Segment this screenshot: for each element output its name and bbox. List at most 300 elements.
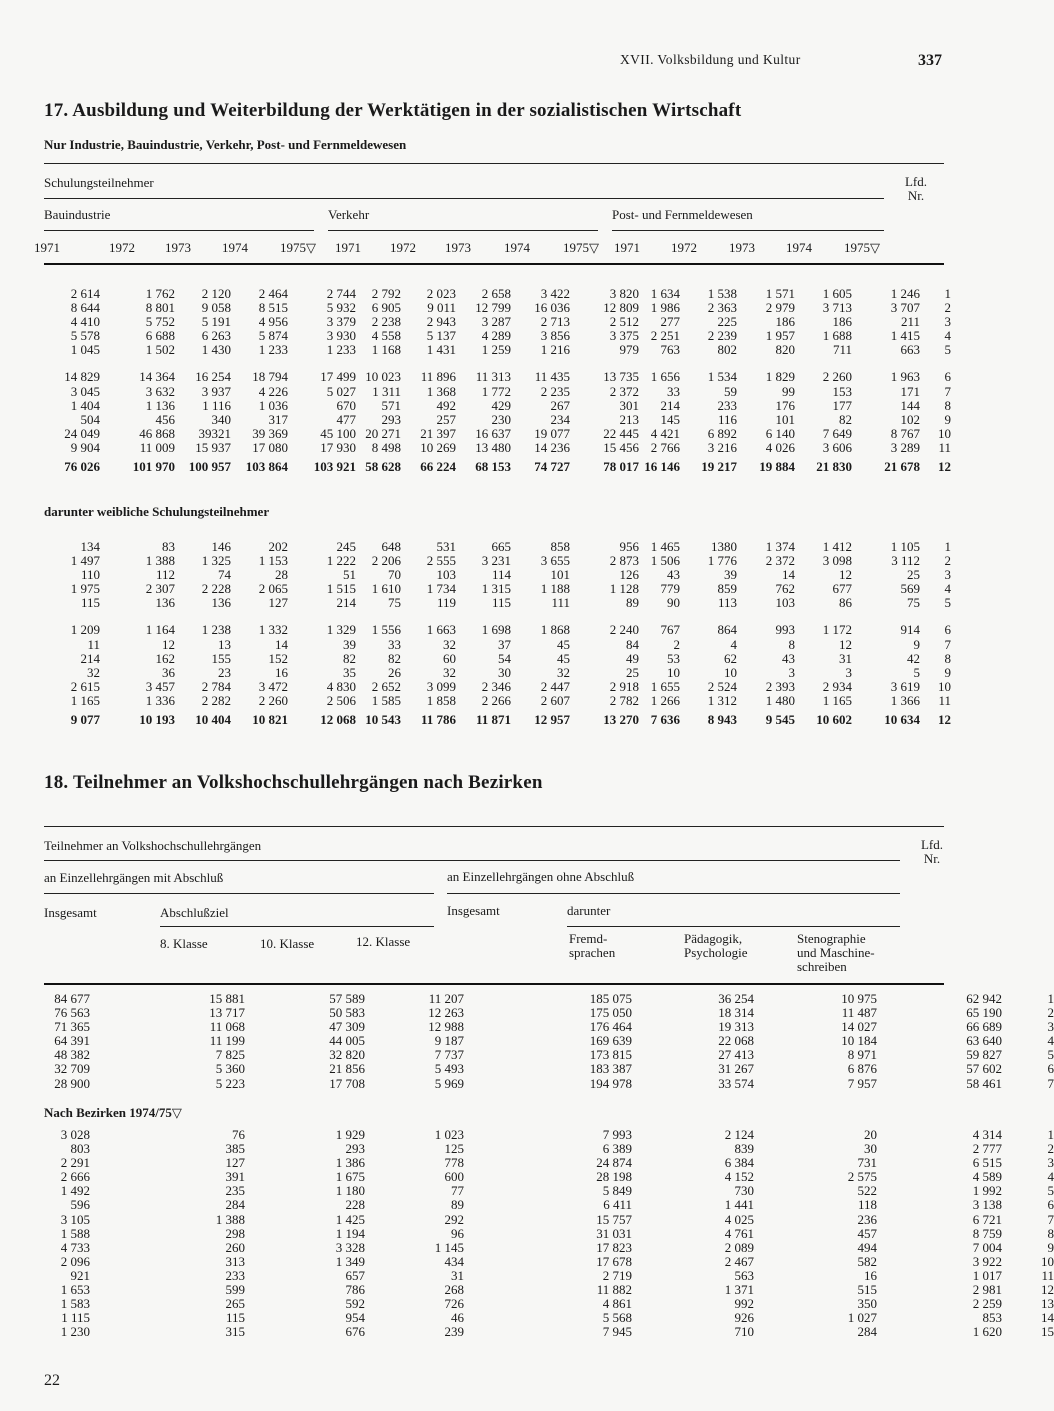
district-row: [40, 1142, 1054, 1156]
table-cell: 6 140: [765, 425, 795, 441]
year-header: 1971: [34, 240, 60, 255]
table-cell: 260: [225, 1239, 245, 1255]
table-cell: 2: [673, 636, 680, 652]
table-cell: 293: [345, 1141, 365, 1157]
table-cell: 979: [619, 342, 639, 358]
row-number: 15: [1041, 1324, 1054, 1340]
row-number: 3: [944, 567, 951, 583]
table18-top-label-rule: [44, 860, 900, 861]
table-cell: 225: [717, 314, 737, 330]
table-cell: 1 412: [822, 539, 852, 554]
table-cell: 914: [900, 622, 920, 638]
table-cell: 14 027: [841, 1019, 877, 1035]
table-cell: 779: [660, 581, 680, 597]
table-cell: 101: [775, 411, 795, 427]
table-cell: 2 744: [326, 286, 356, 301]
table-cell: 27 413: [718, 1047, 754, 1063]
table-cell: 6 411: [603, 1197, 632, 1213]
table-cell: 1 506: [650, 553, 680, 569]
table-cell: 3 457: [145, 678, 175, 694]
table-cell: 16: [864, 1267, 877, 1283]
table-cell: 54: [498, 650, 511, 666]
table-cell: 1 415: [890, 328, 920, 344]
table-cell: 10 634: [884, 712, 920, 728]
table-cell: 1 336: [145, 692, 175, 708]
table-cell: 127: [268, 595, 288, 611]
table-cell: 14: [275, 636, 288, 652]
table-cell: 13: [218, 636, 231, 652]
table-cell: 103: [436, 567, 456, 583]
table-row: [40, 582, 951, 596]
table-cell: 115: [491, 595, 511, 611]
table-cell: 14 236: [534, 439, 570, 455]
table-cell: 786: [345, 1282, 365, 1298]
table-cell: 3 606: [822, 439, 852, 455]
table-cell: 7 825: [215, 1047, 245, 1063]
group-post: Post- und Fernmeldewesen: [612, 207, 753, 222]
group-rule-post: [612, 230, 884, 231]
table-cell: 2 023: [426, 286, 456, 301]
table-cell: 96: [451, 1225, 464, 1241]
table-cell: 921: [70, 1267, 90, 1283]
table-cell: 569: [900, 581, 920, 597]
table-cell: 803: [70, 1141, 90, 1157]
table-cell: 2 777: [972, 1141, 1002, 1157]
table-cell: 3 099: [426, 678, 456, 694]
table-cell: 1380: [711, 539, 737, 554]
table-cell: 47 309: [329, 1019, 365, 1035]
row-number: 11: [938, 439, 951, 455]
table17-participants-label: Schulungsteilnehmer: [44, 175, 154, 190]
table-cell: 45: [557, 636, 570, 652]
table-cell: 7 957: [847, 1075, 877, 1091]
table-cell: 31: [839, 650, 852, 666]
table-cell: 1 762: [145, 286, 175, 301]
table-cell: 3 289: [890, 439, 920, 455]
table-cell: 127: [225, 1155, 245, 1171]
table-row: [40, 1006, 1054, 1020]
table-cell: 670: [336, 397, 356, 413]
table-cell: 1 425: [335, 1211, 365, 1227]
table-cell: 1 534: [707, 369, 737, 385]
table-cell: 24 874: [596, 1155, 632, 1171]
table-cell: 53: [667, 650, 680, 666]
table-cell: 57 589: [329, 991, 365, 1006]
table17-body: [40, 287, 951, 474]
col-stenographie: Stenographie und Maschine- schreiben: [797, 931, 875, 974]
table-cell: 11 068: [209, 1019, 245, 1035]
table-row: [40, 413, 951, 427]
table-cell: 1 332: [258, 622, 288, 638]
table-row: [40, 652, 951, 666]
table-cell: 926: [734, 1310, 754, 1326]
year-header: 1974: [222, 240, 248, 255]
district-row: [40, 1311, 1054, 1325]
table-cell: 74 727: [534, 459, 570, 475]
table-cell: 21 856: [329, 1061, 365, 1077]
table-cell: 45: [557, 650, 570, 666]
row-number: 10: [938, 425, 951, 441]
table-cell: 1 259: [481, 342, 511, 358]
row-number: 8: [944, 650, 951, 666]
table-row: [40, 1062, 1054, 1076]
table-cell: 1 992: [972, 1183, 1002, 1199]
table-cell: 30: [498, 664, 511, 680]
table-cell: 2 346: [481, 678, 511, 694]
table-cell: 113: [717, 595, 737, 611]
table-cell: 28: [275, 567, 288, 583]
table-cell: 2 266: [481, 692, 511, 708]
table-cell: 115: [225, 1310, 245, 1326]
footer-mark: 22: [44, 1372, 60, 1389]
table-cell: 82: [343, 650, 356, 666]
table-cell: 1 368: [426, 383, 456, 399]
table-cell: 3 287: [481, 314, 511, 330]
table-cell: 8: [788, 636, 795, 652]
table-cell: 194 978: [589, 1075, 632, 1091]
table18-title: 18. Teilnehmer an Volkshochschullehrgängen nach Bezirken: [44, 772, 543, 793]
table-cell: 284: [857, 1324, 877, 1340]
table-cell: 31 031: [596, 1225, 632, 1241]
table-cell: 7 993: [602, 1127, 632, 1142]
table-cell: 186: [775, 314, 795, 330]
table-cell: 11 313: [475, 369, 511, 385]
table-cell: 1 136: [145, 397, 175, 413]
table-cell: 1 230: [60, 1324, 90, 1340]
table-cell: 6 721: [972, 1211, 1002, 1227]
table-cell: 648: [381, 539, 401, 554]
table-cell: 434: [444, 1253, 464, 1269]
table-cell: 46 868: [139, 425, 175, 441]
table-cell: 820: [775, 342, 795, 358]
table-cell: 2 235: [540, 383, 570, 399]
row-number: 12: [938, 712, 951, 728]
table-cell: 28 900: [54, 1075, 90, 1091]
table-row: [40, 1077, 1054, 1091]
table-cell: 3: [788, 664, 795, 680]
row-number: 1: [944, 286, 951, 301]
table-cell: 66 689: [966, 1019, 1002, 1035]
table-cell: 11 435: [534, 369, 570, 385]
table-cell: 2 372: [765, 553, 795, 569]
table-cell: 134: [80, 539, 100, 554]
table-cell: 19 313: [718, 1019, 754, 1035]
table-cell: 13 270: [603, 712, 639, 728]
col-abschlussziel: Abschlußziel: [160, 905, 229, 920]
table-cell: 233: [717, 397, 737, 413]
table17-lfd-header: Lfd. Nr.: [904, 174, 928, 203]
table-cell: 2 934: [822, 678, 852, 694]
table-cell: 173 815: [589, 1047, 632, 1063]
table-cell: 763: [660, 342, 680, 358]
table-cell: 22 068: [718, 1033, 754, 1049]
table-cell: 62: [724, 650, 737, 666]
table-cell: 3 713: [822, 300, 852, 316]
table-cell: 864: [717, 622, 737, 638]
table17-header-rule: [44, 263, 944, 265]
table17-female-body: [40, 540, 951, 727]
row-number: 9: [944, 664, 951, 680]
table-cell: 531: [436, 539, 456, 554]
year-header: 1975▽: [563, 240, 599, 255]
row-number: 2: [1047, 1141, 1054, 1157]
table-cell: 2 652: [371, 678, 401, 694]
table-cell: 245: [336, 539, 356, 554]
table-cell: 2 363: [707, 300, 737, 316]
table-cell: 1 963: [890, 369, 920, 385]
table-cell: 1 311: [372, 383, 401, 399]
table-cell: 3 328: [335, 1239, 365, 1255]
table-cell: 315: [225, 1324, 245, 1340]
table-row: [40, 385, 951, 399]
district-row: [40, 1227, 1054, 1241]
table-cell: 16: [275, 664, 288, 680]
table-cell: 35: [343, 664, 356, 680]
table-cell: 1 653: [60, 1282, 90, 1298]
row-number: 6: [1047, 1061, 1054, 1077]
table-cell: 1 116: [202, 397, 231, 413]
table-cell: 32 709: [54, 1061, 90, 1077]
table18-header-rule: [44, 983, 944, 985]
table-cell: 2 615: [70, 678, 100, 694]
table-cell: 2 614: [70, 286, 100, 301]
col-insgesamt-2: Insgesamt: [447, 903, 500, 918]
table-cell: 2 259: [972, 1296, 1002, 1312]
table-cell: 32: [87, 664, 100, 680]
table-cell: 12: [839, 636, 852, 652]
table-row: [40, 992, 1054, 1006]
table-cell: 39: [724, 567, 737, 583]
district-section-label: Nach Bezirken 1974/75▽: [44, 1105, 182, 1120]
table-cell: 2 943: [426, 314, 456, 330]
table-cell: 9 058: [201, 300, 231, 316]
table-cell: 12 957: [534, 712, 570, 728]
group-with-certificate: an Einzellehrgängen mit Abschluß: [44, 870, 224, 885]
table-cell: 1 571: [765, 286, 795, 301]
table17-subtitle: Nur Industrie, Bauindustrie, Verkehr, Post- und Fernmeldewesen: [44, 137, 407, 152]
table-cell: 1 349: [335, 1253, 365, 1269]
table-cell: 6 892: [707, 425, 737, 441]
table-cell: 599: [225, 1282, 245, 1298]
table-row: [40, 315, 951, 329]
table-cell: 6 384: [724, 1155, 754, 1171]
table-cell: 5 027: [326, 383, 356, 399]
group-without-rule: [447, 893, 900, 894]
table-cell: 2 372: [609, 383, 639, 399]
table-cell: 233: [225, 1267, 245, 1283]
table-cell: 1 610: [371, 581, 401, 597]
table-cell: 3 856: [540, 328, 570, 344]
table-cell: 125: [444, 1141, 464, 1157]
table-cell: 8 644: [70, 300, 100, 316]
table-cell: 2 918: [609, 678, 639, 694]
table-cell: 802: [717, 342, 737, 358]
table-cell: 10: [667, 664, 680, 680]
district-row: [40, 1297, 1054, 1311]
table-cell: 155: [211, 650, 231, 666]
table-cell: 2 240: [609, 622, 639, 638]
table-cell: 99: [782, 383, 795, 399]
table-cell: 4 025: [724, 1211, 754, 1227]
table-cell: 32 820: [329, 1047, 365, 1063]
table-cell: 2 239: [707, 328, 737, 344]
table-cell: 1 325: [201, 553, 231, 569]
table-cell: 5 578: [70, 328, 100, 344]
table-cell: 5 932: [326, 300, 356, 316]
table-cell: 5 493: [434, 1061, 464, 1077]
table-cell: 4 289: [481, 328, 511, 344]
table-cell: 6 515: [972, 1155, 1002, 1171]
table-cell: 277: [660, 314, 680, 330]
table-cell: 3 045: [70, 383, 100, 399]
table-cell: 858: [550, 539, 570, 554]
table-row: [40, 554, 951, 568]
table-cell: 1 675: [335, 1169, 365, 1185]
table-cell: 1 441: [724, 1197, 754, 1213]
row-number: 4: [944, 328, 951, 344]
table-cell: 3 632: [145, 383, 175, 399]
table-cell: 3 375: [609, 328, 639, 344]
table-cell: 31: [451, 1267, 464, 1283]
table-cell: 6 905: [371, 300, 401, 316]
table-cell: 657: [345, 1267, 365, 1283]
table-cell: 74: [218, 567, 231, 583]
table-cell: 2 467: [724, 1253, 754, 1269]
table-cell: 292: [444, 1211, 464, 1227]
table-cell: 992: [734, 1296, 754, 1312]
table-cell: 457: [857, 1225, 877, 1241]
table-cell: 7 636: [650, 712, 680, 728]
table-cell: 2 658: [481, 286, 511, 301]
table-cell: 1 929: [335, 1127, 365, 1142]
table-cell: 1 165: [70, 692, 100, 708]
table-cell: 82: [388, 650, 401, 666]
table-cell: 239: [444, 1324, 464, 1340]
table-cell: 15 937: [195, 439, 231, 455]
table-cell: 429: [491, 397, 511, 413]
table-cell: 313: [225, 1253, 245, 1269]
year-header: 1972: [390, 240, 416, 255]
table-cell: 17 678: [596, 1253, 632, 1269]
table-cell: 14 829: [64, 369, 100, 385]
table-cell: 19 217: [701, 459, 737, 475]
table-cell: 12 263: [428, 1005, 464, 1021]
table-cell: 211: [900, 314, 920, 330]
table-cell: 63 640: [966, 1033, 1002, 1049]
table18-top-rule: [44, 826, 944, 827]
row-number: 6: [944, 369, 951, 385]
table-cell: 77: [451, 1183, 464, 1199]
table-cell: 767: [660, 622, 680, 638]
table-cell: 2 555: [426, 553, 456, 569]
table-row: [40, 1020, 1054, 1034]
table-cell: 9 011: [427, 300, 456, 316]
table-cell: 5 849: [602, 1183, 632, 1199]
col-klasse12: 12. Klasse: [356, 934, 411, 949]
table-row: [40, 568, 951, 582]
table-cell: 1 734: [426, 581, 456, 597]
table-cell: 1 388: [145, 553, 175, 569]
table-cell: 4 226: [258, 383, 288, 399]
table-cell: 3 707: [890, 300, 920, 316]
table-cell: 24 049: [64, 425, 100, 441]
table-cell: 186: [832, 314, 852, 330]
table-cell: 1 776: [707, 553, 737, 569]
group-rule-bau: [44, 230, 314, 231]
table-cell: 16 036: [534, 300, 570, 316]
table-cell: 39321: [198, 425, 231, 441]
table-cell: 33: [388, 636, 401, 652]
table-cell: 3 655: [540, 553, 570, 569]
table-cell: 5: [913, 664, 920, 680]
table-cell: 228: [345, 1197, 365, 1213]
table-cell: 284: [225, 1197, 245, 1213]
table-cell: 2 979: [765, 300, 795, 316]
district-row: [40, 1213, 1054, 1227]
table-cell: 234: [550, 411, 570, 427]
table-row: [40, 287, 951, 301]
table-cell: 235: [225, 1183, 245, 1199]
table-cell: 177: [832, 397, 852, 413]
table-cell: 8 971: [847, 1047, 877, 1063]
table-cell: 152: [268, 650, 288, 666]
table-cell: 2 873: [609, 553, 639, 569]
table-cell: 44 005: [329, 1033, 365, 1049]
table-cell: 2 251: [650, 328, 680, 344]
table-cell: 3 105: [60, 1211, 90, 1227]
table-cell: 7 004: [972, 1239, 1002, 1255]
table-cell: 268: [444, 1282, 464, 1298]
table-cell: 65 190: [966, 1005, 1002, 1021]
table-cell: 1 128: [609, 581, 639, 597]
table-cell: 1 165: [822, 692, 852, 708]
table-row: [40, 399, 951, 413]
table-cell: 17 930: [320, 439, 356, 455]
table-cell: 82: [839, 411, 852, 427]
table-cell: 1 374: [765, 539, 795, 554]
table-row: [40, 680, 951, 694]
table-cell: 13 717: [209, 1005, 245, 1021]
table-cell: 3 922: [972, 1253, 1002, 1269]
table-cell: 32: [443, 636, 456, 652]
table-cell: 8 767: [890, 425, 920, 441]
table-cell: 2 447: [540, 678, 570, 694]
table-cell: 17 823: [596, 1239, 632, 1255]
table-cell: 6 688: [145, 328, 175, 344]
table-cell: 6 389: [602, 1141, 632, 1157]
table-cell: 1 538: [707, 286, 737, 301]
table-cell: 2 120: [201, 286, 231, 301]
table-cell: 12 809: [603, 300, 639, 316]
group-verkehr: Verkehr: [328, 207, 370, 222]
table-cell: 185 075: [589, 991, 632, 1006]
table-cell: 10 975: [841, 991, 877, 1006]
table-cell: 2 228: [201, 581, 231, 597]
table-cell: 2 393: [765, 678, 795, 694]
table-cell: 9 077: [70, 712, 100, 728]
table-cell: 103 864: [245, 459, 288, 475]
table-cell: 477: [336, 411, 356, 427]
table-cell: 21 678: [884, 459, 920, 475]
table-cell: 2 981: [972, 1282, 1002, 1298]
table-cell: 42: [907, 650, 920, 666]
table-cell: 66 224: [420, 459, 456, 475]
year-header: 1975▽: [844, 240, 880, 255]
table-cell: 5 874: [258, 328, 288, 344]
table17-title: 17. Ausbildung und Weiterbildung der Werktätigen in der sozialistischen Wirtschaft: [44, 100, 742, 121]
table-cell: 1 634: [650, 286, 680, 301]
table-cell: 1 431: [426, 342, 456, 358]
